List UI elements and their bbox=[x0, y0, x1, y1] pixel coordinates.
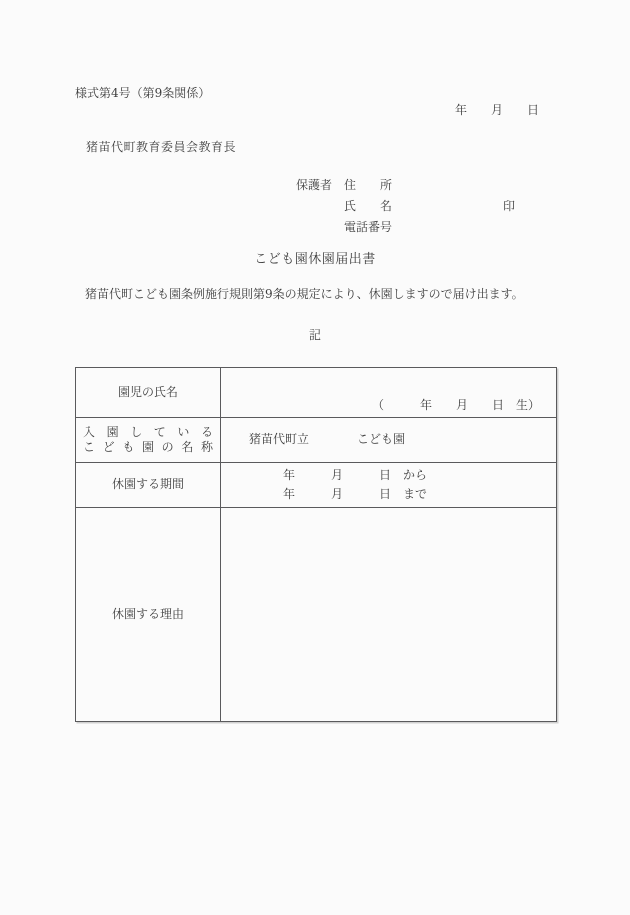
name-label: 氏 名 bbox=[344, 199, 393, 213]
body-statement: 猪苗代町こども園条例施行規則第9条の規定により、休園しますので届け出ます。 bbox=[85, 287, 524, 301]
period-to-line: 年 月 日 まで bbox=[283, 487, 428, 501]
table-row-reason bbox=[76, 508, 556, 721]
seal-label: 印 bbox=[503, 199, 516, 213]
guardian-phone-line bbox=[344, 220, 392, 236]
period-from-line: 年 月 日 から bbox=[283, 468, 428, 482]
header-date-line: 年 月 日 bbox=[455, 103, 540, 117]
document-title: こども園休園届出書 bbox=[254, 252, 376, 267]
guardian-label: 保護者 bbox=[296, 178, 333, 192]
table-row-center-name bbox=[76, 418, 556, 463]
birthdate-note: （ 年 月 日 生） bbox=[371, 398, 540, 413]
reason-value-cell bbox=[221, 508, 556, 721]
phone-label: 電話番号 bbox=[344, 220, 393, 234]
child-name-value-cell bbox=[221, 368, 556, 417]
period-label: 休園する期間 bbox=[76, 463, 221, 507]
center-name-label-line2: こども園の名称 bbox=[83, 440, 213, 454]
addressee: 猪苗代町教育委員会教育長 bbox=[86, 140, 237, 154]
child-name-label: 園児の氏名 bbox=[76, 368, 221, 417]
notification-table bbox=[75, 367, 557, 722]
reason-label: 休園する理由 bbox=[76, 508, 221, 721]
note-marker: 記 bbox=[308, 328, 321, 342]
table-row-period bbox=[76, 463, 556, 508]
table-row-child-name bbox=[76, 368, 556, 418]
center-name-label-line1: 入園している bbox=[83, 425, 213, 439]
guardian-name-line bbox=[344, 199, 392, 215]
address-label: 住 所 bbox=[344, 178, 393, 192]
center-name-label bbox=[76, 418, 221, 462]
form-number: 様式第4号（第9条関係） bbox=[75, 86, 211, 100]
period-value-cell bbox=[221, 463, 556, 507]
center-name-value: 猪苗代町立 こども園 bbox=[249, 432, 406, 447]
guardian-address-line bbox=[296, 178, 392, 194]
